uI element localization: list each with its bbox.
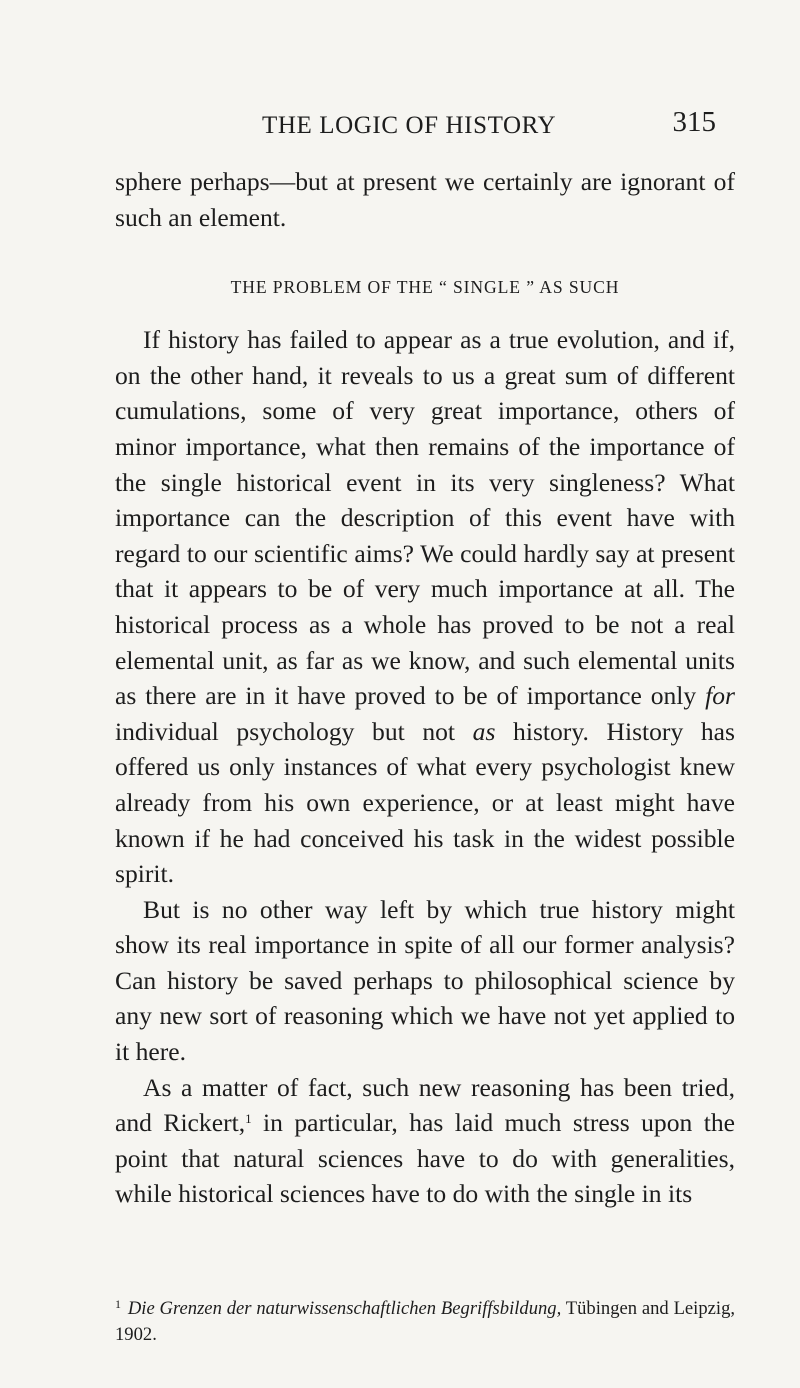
footnote-reference[interactable]: 1 — [245, 1111, 252, 1127]
paragraph-3 — [115, 1070, 735, 1212]
paragraph-3-text-a: As a matter of fact, such new reasoning has been tried, and Rickert, — [115, 1072, 735, 1138]
paragraph-1 — [115, 322, 735, 892]
footnote — [115, 1296, 735, 1348]
paragraph-3-text-b: in particular, has laid much stress upon the point that natural sciences have to do with generalities, while historical sciences have to do with the single in its — [115, 1108, 735, 1209]
page-number: 315 — [672, 106, 716, 138]
italic-for: for — [705, 681, 735, 711]
paragraph-1-text-a: If history has failed to appear as a true evolution, and if, on the other hand, it reveals to us a great sum of different cumulations, some of very great importance, others of minor importance, what then remains of the importance of the single historical event in its very singleness? What importance can the description of this event have with regard to our scientific aims? We could hardly say at present that it appears to be of very much importance at all. The historical process as a whole has proved to be not a real elemental unit, as far as we know, and such elemental units as there are in it have proved to be of importance only — [115, 325, 735, 711]
footnote-title: Die Grenzen der naturwissenschaftlichen Begriffsbildung, — [127, 1298, 562, 1319]
running-head: THE LOGIC OF HISTORY — [262, 112, 557, 139]
page-header — [0, 106, 800, 152]
footnote-marker: 1 — [115, 1297, 121, 1311]
paragraph-2: But is no other way left by which true history might show its real importance in spite of all our former analysis? Can history be saved perhaps to philosophical science by any new sort of reasoning which we have not yet applied to it here. — [115, 894, 735, 1067]
paragraph-1-text-c: history. History has offered us only instances of what every psychologist knew already from his own experience, or at least might have known if he had conceived his task in the widest possible spirit. — [115, 716, 735, 889]
paragraph-continued: sphere perhaps—but at present we certainly are ignorant of such an element. — [115, 167, 735, 232]
footnote-rest: Tübingen and Leipzig, 1902. — [115, 1298, 736, 1345]
section-heading: THE PROBLEM OF THE “ SINGLE ” AS SUCH — [230, 277, 620, 298]
paragraph-1-text-b: individual psychology but not — [115, 716, 473, 746]
body-text — [115, 164, 735, 1212]
italic-as: as — [472, 716, 496, 746]
